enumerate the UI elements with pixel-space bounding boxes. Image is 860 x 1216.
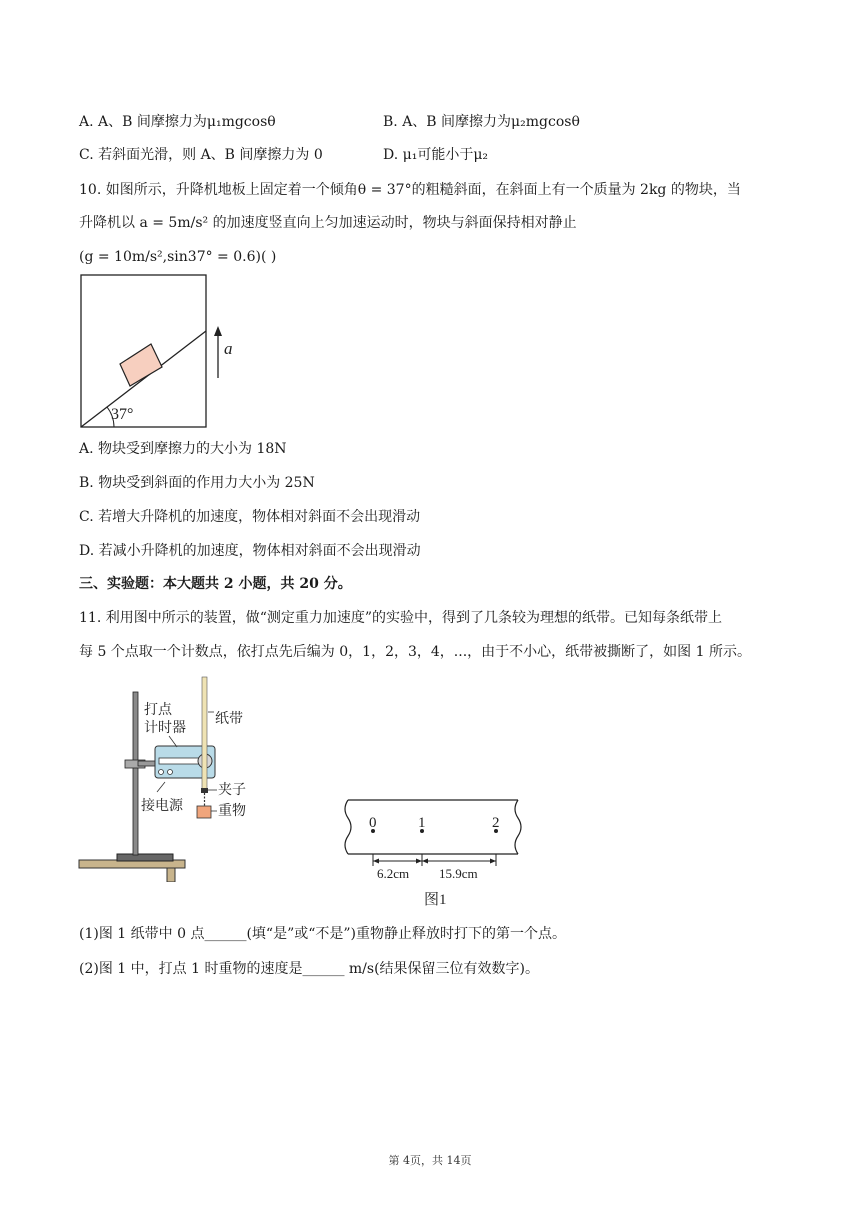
leader-power <box>157 782 165 792</box>
q11-stem-line1: 11. 利用图中所示的装置，做“测定重力加速度”的实验中，得到了几条较为理想的纸带。已知每条纸带上 <box>79 610 723 626</box>
q11-sub1: (1)图 1 纸带中 0 点______(填“是”或“不是”)重物静止释放时打下的第一个点。 <box>79 926 566 942</box>
tape-left-tear <box>345 800 351 854</box>
q9-option-a: A. A、B 间摩擦力为μ₁mgcosθ <box>79 114 276 130</box>
timer-bar <box>159 758 201 764</box>
q9-option-c: C. 若斜面光滑，则 A、B 间摩擦力为 0 <box>79 147 323 163</box>
timer-label-1: 打点 <box>144 703 172 718</box>
dim-01-left-arrow <box>373 859 379 864</box>
figure-caption: 图1 <box>424 892 447 908</box>
dim-12-right-arrow <box>490 859 496 864</box>
dim-12-left-arrow <box>422 859 428 864</box>
q11-stem-line2: 每 5 个点取一个计数点，依打点先后编为 0，1，2，3，4，...，由于不小心，纸带被撕断了，如图 1 所示。 <box>79 644 751 660</box>
elevator-incline-figure <box>78 272 248 432</box>
leader-timer <box>169 736 177 747</box>
q9-option-b: B. A、B 间摩擦力为μ₂mgcosθ <box>383 114 580 130</box>
clip <box>201 788 208 793</box>
point-0-label: 0 <box>369 815 377 831</box>
paper-tape <box>202 677 207 789</box>
point-1-label: 1 <box>418 815 426 831</box>
block <box>120 344 162 386</box>
tape-right-tear <box>515 800 521 854</box>
stand-rod <box>133 692 138 855</box>
power-label: 接电源 <box>141 799 183 814</box>
terminal-2 <box>168 770 173 775</box>
q10-option-b: B. 物块受到斜面的作用力大小为 25N <box>79 475 315 491</box>
incline-line <box>81 331 206 427</box>
dist-01-label: 6.2cm <box>377 866 410 881</box>
dim-01-right-arrow <box>416 859 422 864</box>
page-footer: 第 4页，共 14页 <box>388 1154 472 1167</box>
terminal-1 <box>159 770 164 775</box>
arrow-head <box>214 326 222 336</box>
tape-label: 纸带 <box>215 712 243 727</box>
table-leg <box>167 868 175 882</box>
timer-label-2: 计时器 <box>144 721 186 736</box>
clamp-arm <box>138 761 156 766</box>
q10-stem-line2: 升降机以 a = 5m/s² 的加速度竖直向上匀加速运动时，物块与斜面保持相对静止 <box>79 215 577 231</box>
weight-box <box>197 806 211 818</box>
stand-base <box>117 854 173 861</box>
apparatus-figure <box>77 672 267 882</box>
q10-option-c: C. 若增大升降机的加速度，物体相对斜面不会出现滑动 <box>79 509 421 525</box>
angle-label: 37° <box>111 406 134 423</box>
paper-tape-figure <box>338 794 528 914</box>
q10-stem-line1: 10. 如图所示，升降机地板上固定着一个倾角θ = 37°的粗糙斜面，在斜面上有一个质量为 2kg 的物块，当 <box>79 182 741 198</box>
dist-12-label: 15.9cm <box>439 866 478 881</box>
q10-given-values: (g = 10m/s²,sin37° = 0.6)( ) <box>79 249 277 265</box>
clip-label: 夹子 <box>218 783 246 798</box>
q11-sub2: (2)图 1 中，打点 1 时重物的速度是______ m/s(结果保留三位有效数字)。 <box>79 961 539 977</box>
weight-label: 重物 <box>218 804 246 819</box>
q10-option-a: A. 物块受到摩擦力的大小为 18N <box>79 441 287 457</box>
section-heading: 三、实验题：本大题共 2 小题，共 20 分。 <box>79 576 352 592</box>
accel-label: a <box>224 339 233 358</box>
q9-option-d: D. μ₁可能小于μ₂ <box>383 147 489 163</box>
point-2-label: 2 <box>492 815 500 831</box>
q10-option-d: D. 若减小升降机的加速度，物体相对斜面不会出现滑动 <box>79 543 421 559</box>
